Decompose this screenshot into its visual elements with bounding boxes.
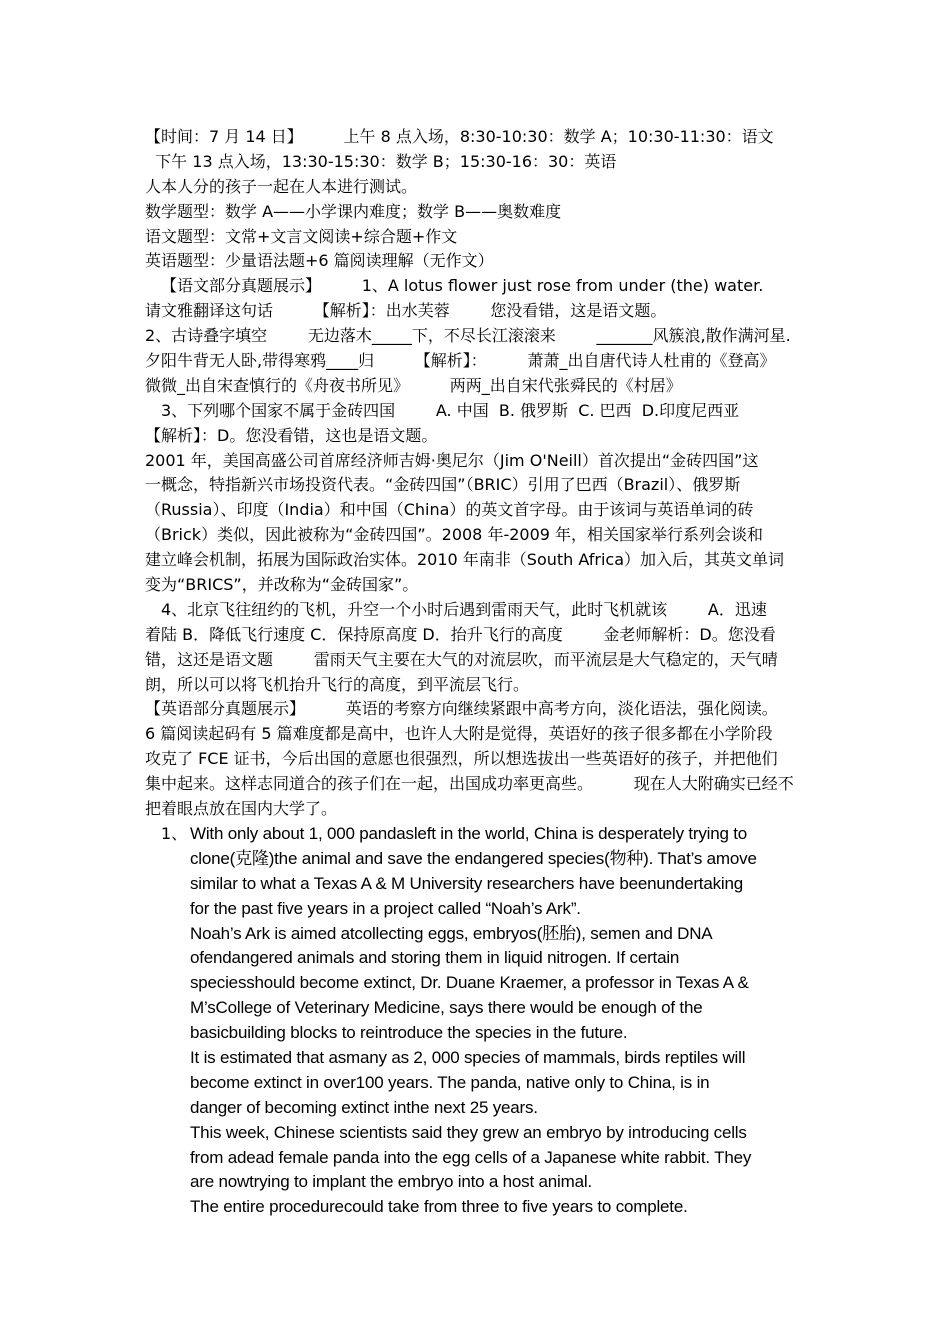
passage-line: It is estimated that asmany as 2, 000 species of mammals, birds reptiles will	[190, 1047, 746, 1067]
bric-paragraph-line: （Russia）、印度（India）和中国（China）的英文首字母。由于该词与英语单词的砖	[145, 500, 754, 520]
passage-line: similar to what a Texas A & M University researchers have beenundertaking	[190, 873, 743, 893]
english-section	[145, 697, 806, 821]
chinese-q4-line: 错，这还是语文题 雷雨天气主要在大气的对流层吹，而平流层是大气稳定的，天气晴	[145, 649, 778, 669]
passage-line: The entire procedurecould take from three to five years to complete.	[190, 1197, 688, 1217]
bric-paragraph-line: 变为“BRICS”，并改称为“金砖国家”。	[145, 575, 419, 595]
passage-line: This week, Chinese scientists said they grew an embryo by introducing cells	[190, 1122, 747, 1142]
chinese-q3: 3、下列哪个国家不属于金砖四国 A. 中国 B. 俄罗斯 C. 巴西 D.印度尼西亚	[161, 400, 740, 420]
reading-number: 1、	[161, 823, 188, 843]
bric-paragraph-line: 2001 年，美国高盛公司首席经济师吉姆·奥尼尔（Jim O'Neill）首次提出“金砖四国”这	[145, 450, 759, 470]
chinese-section	[145, 274, 806, 697]
exam-time-line: 【时间：7 月 14 日】 上午 8 点入场，8:30-10:30：数学 A；10:30-11:30：语文	[145, 127, 774, 146]
exam-info	[145, 125, 806, 274]
passage-line: for the past five years in a project called “Noah’s Ark”.	[190, 898, 581, 918]
english-section-line: 集中起来。这样志同道合的孩子们在一起，出国成功率更高些。 现在人大附确实已经不	[145, 774, 794, 794]
passage-line: are nowtrying to implant the embryo into a host animal.	[190, 1172, 592, 1192]
english-section-line: 把着眼点放在国内大学了。	[145, 799, 338, 819]
passage-line: With only about 1, 000 pandasleft in the world, China is desperately trying to	[190, 823, 748, 843]
document-page	[145, 125, 806, 1220]
passage-line: clone(克隆)the animal and save the endangered species(物种). That’s amove	[190, 848, 757, 868]
chinese-q4-line: 朗，所以可以将飞机抬升飞行的高度，到平流层飞行。	[145, 674, 530, 694]
english-section-line: 攻克了 FCE 证书，今后出国的意愿也很强烈，所以想选拔出一些英语好的孩子，并把他们	[145, 749, 778, 769]
english-type-line: 英语题型：少量语法题+6 篇阅读理解（无作文）	[145, 251, 494, 271]
exam-note-line: 人本人分的孩子一起在人本进行测试。	[145, 176, 418, 196]
bric-paragraph-line: 一概念，特指新兴市场投资代表。“金砖四国”（BRIC）引用了巴西（Brazil）、俄罗斯	[145, 475, 741, 495]
passage-line: basicbuilding blocks to reintroduce the species in the future.	[190, 1023, 628, 1043]
passage-line: M’sCollege of Veterinary Medicine, says there would be enough of the	[190, 998, 703, 1018]
passage-line: speciesshould become extinct, Dr. Duane Kraemer, a professor in Texas A &	[190, 973, 749, 993]
chinese-q3-answer: 【解析】：D。您没看错，这也是语文题。	[145, 425, 438, 445]
reading-passage-1	[145, 822, 806, 1220]
exam-afternoon-line: 下午 13 点入场，13:30-15:30：数学 B；15:30-16：30：英语	[145, 151, 617, 171]
chinese-type-line: 语文题型：文常+文言文阅读+综合题+作文	[145, 226, 458, 246]
passage-line: ofendangered animals and storing them in liquid nitrogen. If certain	[190, 948, 680, 968]
passage-line: danger of becoming extinct inthe next 25 years.	[190, 1097, 538, 1117]
bric-paragraph-line: （Brick）类似，因此被称为“金砖四国”。2008 年-2009 年，相关国家举行系列会谈和	[145, 525, 764, 545]
chinese-q4: 4、北京飞往纽约的飞机，升空一个小时后遇到雷雨天气，此时飞机就该 A．迅速	[161, 599, 767, 619]
math-type-line: 数学题型：数学 A——小学课内难度；数学 B——奥数难度	[145, 201, 562, 221]
bric-paragraph-line: 建立峰会机制，拓展为国际政治实体。2010 年南非（South Africa）加入后，其英文单词	[145, 550, 785, 570]
chinese-q1-answer: 请文雅翻译这句话 【解析】：出水芙蓉 您没看错，这是语文题。	[145, 301, 667, 321]
passage-line: become extinct in over100 years. The panda, native only to China, is in	[190, 1072, 710, 1092]
chinese-q2-cont: 夕阳牛背无人卧,带得寒鸦____归 【解析】： 萧萧_出自唐代诗人杜甫的《登高》	[145, 351, 776, 371]
chinese-q2: 2、古诗叠字填空 无边落木_____下，不尽长江滚滚来 _______风簇浪,散作满河星.	[145, 326, 791, 346]
chinese-section-heading: 【语文部分真题展示】 1、A lotus flower just rose from under (the) water.	[161, 276, 764, 296]
chinese-q4-line: 着陆 B．降低飞行速度 C．保持原高度 D．抬升飞行的高度 金老师解析：D。您没看	[145, 624, 776, 644]
english-section-line: 6 篇阅读起码有 5 篇难度都是高中，也许人大附是觉得，英语好的孩子很多都在小学阶段	[145, 724, 773, 744]
passage-line: Noah’s Ark is aimed atcollecting eggs, embryos(胚胎), semen and DNA	[190, 923, 713, 943]
chinese-q2-answer: 微微_出自宋查慎行的《舟夜书所见》 两两_出自宋代张舜民的《村居》	[145, 375, 682, 395]
english-section-heading: 【英语部分真题展示】 英语的考察方向继续紧跟中高考方向，淡化语法，强化阅读。	[145, 699, 778, 719]
passage-line: from adead female panda into the egg cells of a Japanese white rabbit. They	[190, 1147, 752, 1167]
